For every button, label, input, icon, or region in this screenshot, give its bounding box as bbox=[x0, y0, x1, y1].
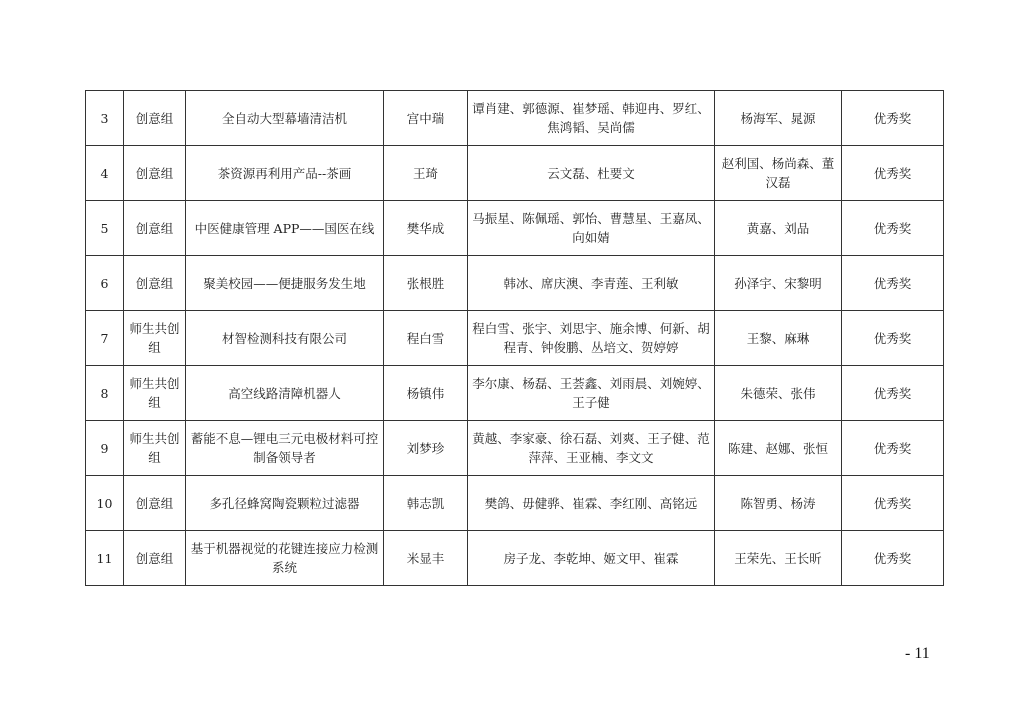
members-cell: 谭肖建、郭德源、崔梦瑶、韩迎冉、罗红、焦鸿韬、吴尚儒 bbox=[468, 91, 715, 146]
table-row bbox=[86, 311, 944, 366]
members-cell: 马振星、陈佩瑶、郭怡、曹慧星、王嘉凤、向如婧 bbox=[468, 201, 715, 256]
table-row bbox=[86, 366, 944, 421]
award-cell: 优秀奖 bbox=[842, 531, 944, 586]
advisors-cell: 孙泽宇、宋黎明 bbox=[715, 256, 842, 311]
row-number-cell: 8 bbox=[86, 366, 124, 421]
project-name-cell: 多孔径蜂窝陶瓷颗粒过滤器 bbox=[186, 476, 384, 531]
row-number-cell: 10 bbox=[86, 476, 124, 531]
row-number-cell: 6 bbox=[86, 256, 124, 311]
group-cell: 师生共创组 bbox=[124, 311, 186, 366]
members-cell: 云文磊、杜要文 bbox=[468, 146, 715, 201]
table-row bbox=[86, 91, 944, 146]
group-cell: 创意组 bbox=[124, 256, 186, 311]
leader-cell: 韩志凯 bbox=[384, 476, 468, 531]
leader-cell: 刘梦珍 bbox=[384, 421, 468, 476]
table-row bbox=[86, 531, 944, 586]
members-cell: 黄越、李家豪、徐石磊、刘爽、王子健、范萍萍、王亚楠、李文文 bbox=[468, 421, 715, 476]
advisors-cell: 黄嘉、刘品 bbox=[715, 201, 842, 256]
group-cell: 创意组 bbox=[124, 201, 186, 256]
advisors-cell: 朱德荣、张伟 bbox=[715, 366, 842, 421]
table-row bbox=[86, 201, 944, 256]
project-name-cell: 聚美校园——便捷服务发生地 bbox=[186, 256, 384, 311]
members-cell: 李尔康、杨磊、王荟鑫、刘雨晨、刘婉婷、王子健 bbox=[468, 366, 715, 421]
leader-cell: 杨镇伟 bbox=[384, 366, 468, 421]
leader-cell: 张根胜 bbox=[384, 256, 468, 311]
row-number-cell: 5 bbox=[86, 201, 124, 256]
members-cell: 樊鸽、毋健骅、崔霖、李红刚、高铭远 bbox=[468, 476, 715, 531]
project-name-cell: 高空线路清障机器人 bbox=[186, 366, 384, 421]
members-cell: 程白雪、张宇、刘思宇、施余博、何新、胡程青、钟俊鹏、丛培文、贺婷婷 bbox=[468, 311, 715, 366]
project-name-cell: 茶资源再利用产品--茶画 bbox=[186, 146, 384, 201]
members-cell: 韩冰、席庆澳、李青莲、王利敏 bbox=[468, 256, 715, 311]
table-row bbox=[86, 146, 944, 201]
award-cell: 优秀奖 bbox=[842, 201, 944, 256]
project-name-cell: 全自动大型幕墙清洁机 bbox=[186, 91, 384, 146]
award-cell: 优秀奖 bbox=[842, 476, 944, 531]
row-number-cell: 3 bbox=[86, 91, 124, 146]
table-row bbox=[86, 421, 944, 476]
group-cell: 师生共创组 bbox=[124, 421, 186, 476]
group-cell: 创意组 bbox=[124, 531, 186, 586]
advisors-cell: 陈建、赵娜、张恒 bbox=[715, 421, 842, 476]
advisors-cell: 赵利国、杨尚森、董汉磊 bbox=[715, 146, 842, 201]
advisors-cell: 王黎、麻琳 bbox=[715, 311, 842, 366]
row-number-cell: 4 bbox=[86, 146, 124, 201]
group-cell: 创意组 bbox=[124, 91, 186, 146]
leader-cell: 程白雪 bbox=[384, 311, 468, 366]
award-cell: 优秀奖 bbox=[842, 366, 944, 421]
award-cell: 优秀奖 bbox=[842, 256, 944, 311]
award-cell: 优秀奖 bbox=[842, 421, 944, 476]
award-cell: 优秀奖 bbox=[842, 311, 944, 366]
table-row bbox=[86, 476, 944, 531]
advisors-cell: 王荣先、王长昕 bbox=[715, 531, 842, 586]
row-number-cell: 7 bbox=[86, 311, 124, 366]
row-number-cell: 11 bbox=[86, 531, 124, 586]
project-name-cell: 材智检测科技有限公司 bbox=[186, 311, 384, 366]
project-name-cell: 蓄能不息—锂电三元电极材料可控制备领导者 bbox=[186, 421, 384, 476]
awards-table bbox=[85, 90, 944, 586]
group-cell: 创意组 bbox=[124, 146, 186, 201]
group-cell: 师生共创组 bbox=[124, 366, 186, 421]
page-number: - 11 bbox=[905, 645, 930, 662]
awards-table-body bbox=[86, 91, 944, 586]
leader-cell: 米显丰 bbox=[384, 531, 468, 586]
advisors-cell: 杨海军、晁源 bbox=[715, 91, 842, 146]
row-number-cell: 9 bbox=[86, 421, 124, 476]
leader-cell: 樊华成 bbox=[384, 201, 468, 256]
group-cell: 创意组 bbox=[124, 476, 186, 531]
award-cell: 优秀奖 bbox=[842, 91, 944, 146]
project-name-cell: 基于机器视觉的花键连接应力检测系统 bbox=[186, 531, 384, 586]
award-cell: 优秀奖 bbox=[842, 146, 944, 201]
advisors-cell: 陈智勇、杨涛 bbox=[715, 476, 842, 531]
members-cell: 房子龙、李乾坤、姬文甲、崔霖 bbox=[468, 531, 715, 586]
project-name-cell: 中医健康管理 APP——国医在线 bbox=[186, 201, 384, 256]
leader-cell: 宫中瑞 bbox=[384, 91, 468, 146]
leader-cell: 王琦 bbox=[384, 146, 468, 201]
table-row bbox=[86, 256, 944, 311]
